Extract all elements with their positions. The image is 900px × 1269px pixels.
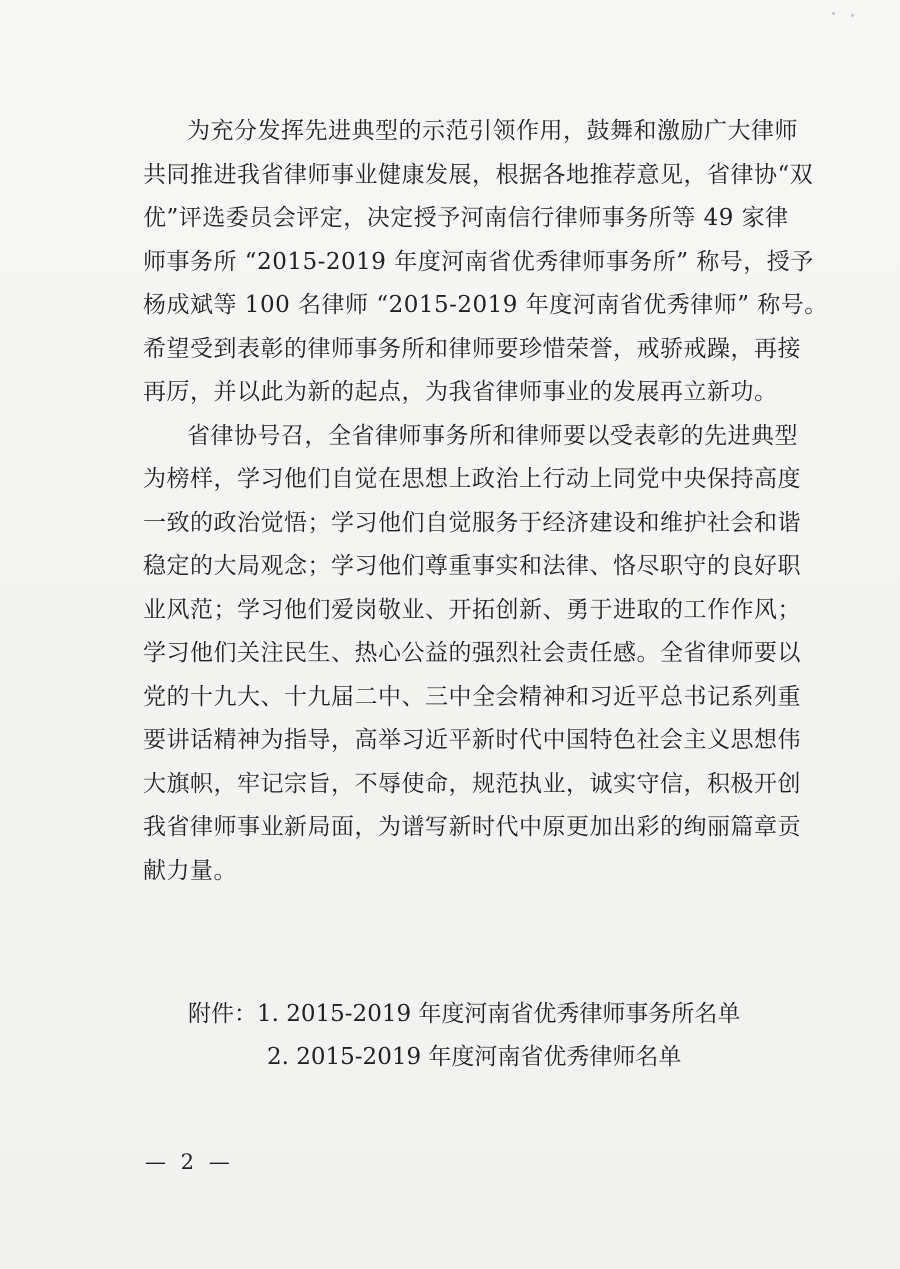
attachment-row-2 bbox=[188, 1036, 828, 1079]
attachment-item-1: 1. 2015-2019 年度河南省优秀律师事务所名单 bbox=[257, 1001, 741, 1027]
text-line: 优”评选委员会评定，决定授予河南信行律师事务所等 49 家律 bbox=[143, 205, 789, 231]
text-line: 为充分发挥先进典型的示范引领作用，鼓舞和激励广大律师 bbox=[187, 118, 798, 144]
text-line: 要讲话精神为指导，高举习近平新时代中国特色社会主义思想伟 bbox=[143, 727, 801, 753]
page-number: — 2 — bbox=[145, 1150, 234, 1174]
text-line: 师事务所 “2015-2019 年度河南省优秀律师事务所” 称号，授予 bbox=[143, 248, 814, 275]
text-line: 大旗帜，牢记宗旨，不辱使命，规范执业，诚实守信，积极开创 bbox=[143, 770, 801, 797]
text-line: 希望受到表彰的律师事务所和律师要珍惜荣誉，戒骄戒躁，再接 bbox=[143, 335, 801, 362]
attachment-row-1 bbox=[188, 993, 828, 1036]
text-line: 省律协号召，全省律师事务所和律师要以受表彰的先进典型 bbox=[187, 422, 798, 449]
attachment-item-2: 2. 2015-2019 年度河南省优秀律师名单 bbox=[267, 1044, 682, 1070]
attachments-label: 附件： bbox=[188, 1001, 257, 1027]
document-body bbox=[143, 110, 828, 893]
attachments bbox=[188, 993, 828, 1079]
scan-speck bbox=[832, 12, 835, 15]
paragraph-2 bbox=[143, 415, 801, 894]
text-line: 共同推进我省律师事业健康发展，根据各地推荐意见，省律协“双 bbox=[143, 161, 814, 188]
text-line: 学习他们关注民生、热心公益的强烈社会责任感。全省律师要以 bbox=[143, 640, 801, 666]
text-line: 我省律师事业新局面，为谱写新时代中原更加出彩的绚丽篇章贡 bbox=[143, 814, 801, 840]
text-line: 业风范；学习他们爱岗敬业、开拓创新、勇于进取的工作作风； bbox=[143, 596, 801, 623]
paragraph-1 bbox=[143, 110, 828, 415]
text-line: 再厉，并以此为新的起点，为我省律师事业的发展再立新功。 bbox=[143, 379, 778, 405]
scan-speck bbox=[851, 14, 854, 17]
text-line: 一致的政治觉悟；学习他们自觉服务于经济建设和维护社会和谐 bbox=[143, 509, 801, 536]
text-line: 党的十九大、十九届二中、三中全会精神和习近平总书记系列重 bbox=[143, 683, 801, 710]
text-line: 献力量。 bbox=[143, 857, 237, 884]
text-line: 稳定的大局观念；学习他们尊重事实和法律、恪尽职守的良好职 bbox=[143, 553, 801, 579]
text-line: 杨成斌等 100 名律师 “2015-2019 年度河南省优秀律师” 称号。 bbox=[143, 292, 828, 318]
text-line: 为榜样，学习他们自觉在思想上政治上行动上同党中央保持高度 bbox=[143, 466, 801, 492]
